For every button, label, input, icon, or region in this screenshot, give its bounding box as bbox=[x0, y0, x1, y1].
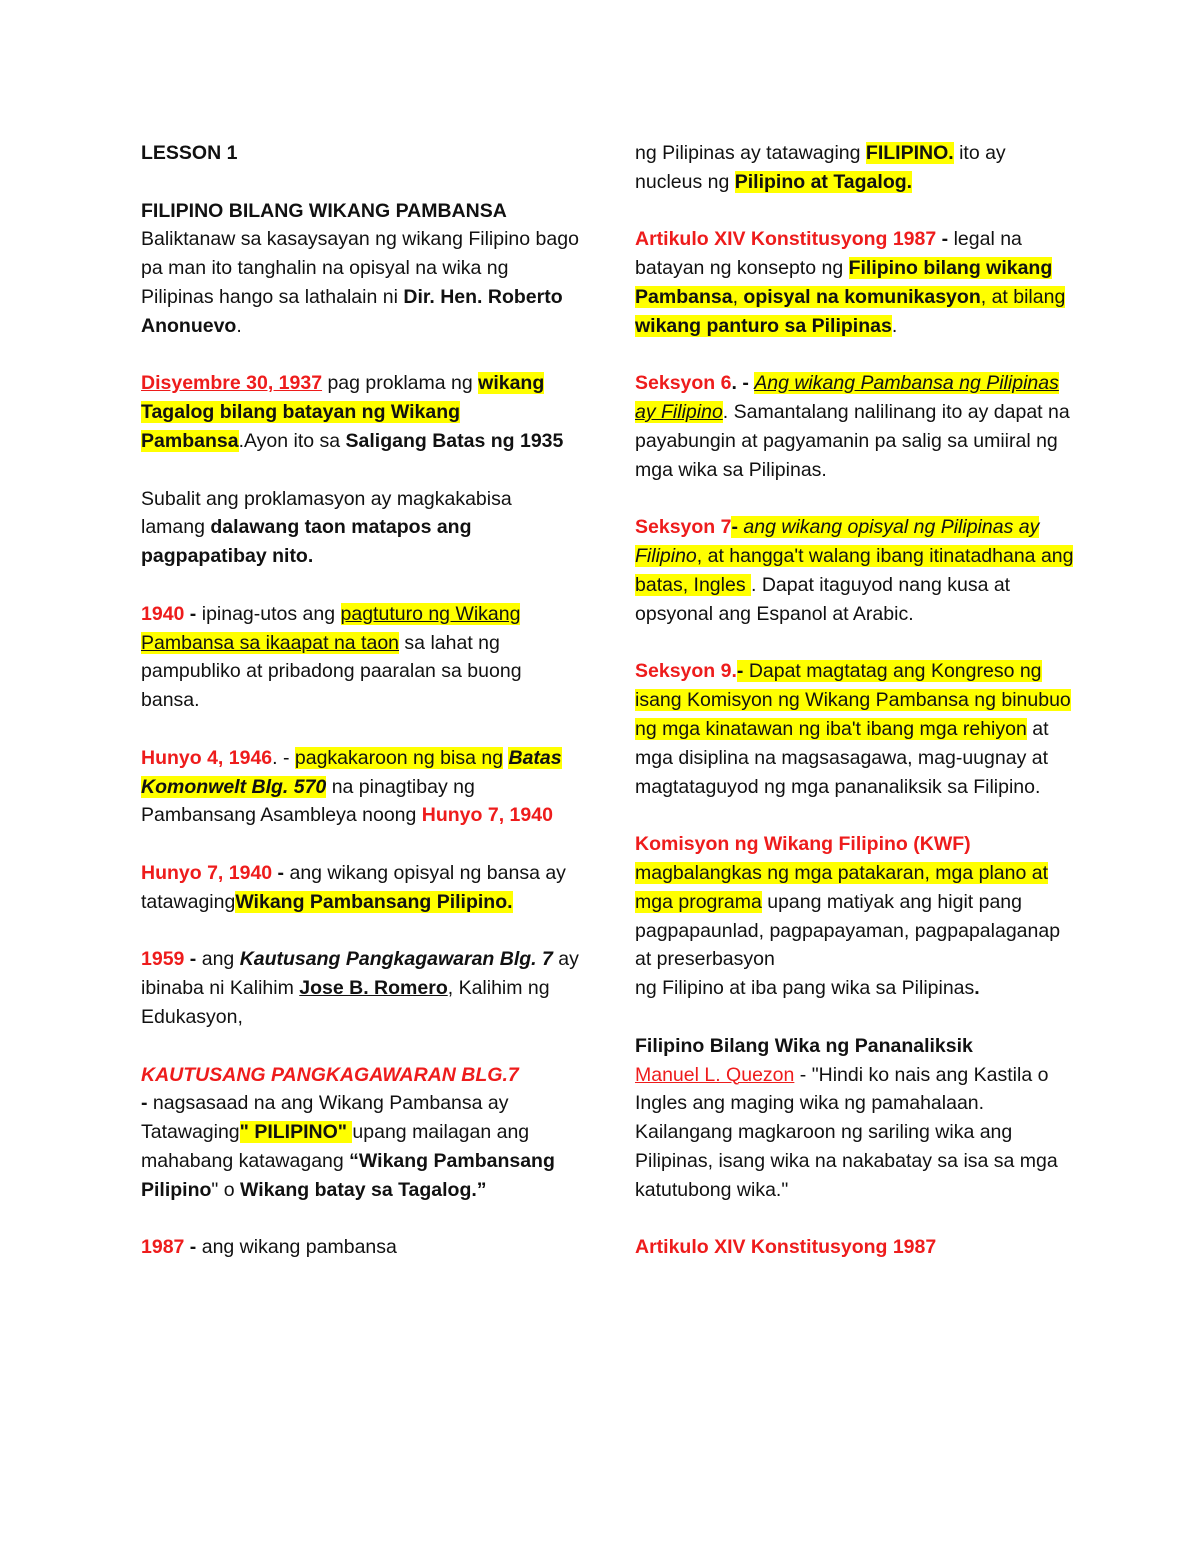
cont-d: Pilipino at Tagalog. bbox=[734, 170, 913, 193]
kautusan-dash: - bbox=[141, 1092, 153, 1115]
kwf-title: Komisyon ng Wikang Filipino (KWF) bbox=[635, 833, 971, 856]
paragraph-1940 bbox=[141, 600, 581, 715]
artikulo-g: . bbox=[891, 314, 898, 337]
paragraph-seksyon-9 bbox=[635, 657, 1075, 801]
seksyon7-c: . Dapat itaguyod nang kusa at bbox=[751, 573, 1011, 596]
hunyo4-e: na pinagtibay ng Pambansang Asambleya noong bbox=[141, 775, 475, 827]
hunyo7-a: ang wikang opisyal ng bansa ay tatawaging bbox=[141, 861, 566, 913]
seksyon9-sep: - bbox=[736, 660, 749, 683]
kautusan-e: " o bbox=[211, 1178, 241, 1201]
seksyon7-title: Seksyon 7 bbox=[635, 516, 732, 539]
intro-text: Baliktanaw sa kasaysayan ng wikang Filipino bago pa man ito tanghalin na opisyal na wika ng Pilipinas hango sa lathalain ni bbox=[141, 228, 579, 308]
paragraph-continuation bbox=[635, 139, 1075, 197]
artikulo-d: opisyal na komunikasyon bbox=[743, 285, 981, 308]
year-1987: 1987 bbox=[141, 1236, 185, 1259]
text-1940-c: sa lahat ng pampubliko at pribadong paaralan sa buong bansa. bbox=[141, 631, 522, 712]
kwf-c: ng Filipino at iba pang wika sa Pilipinas bbox=[635, 977, 975, 1000]
seksyon7-a: ang wikang opisyal ng Pilipinas ay Filipino bbox=[635, 516, 1040, 568]
paragraph-1959 bbox=[141, 945, 581, 1031]
artikulo-end-heading: Artikulo XIV Konstitusyong 1987 bbox=[635, 1236, 937, 1259]
text-1959-b: Kautusang Pangkagawaran Blg. 7 bbox=[239, 948, 553, 971]
text-1937-d: Saligang Batas ng 1935 bbox=[345, 429, 564, 452]
intro-author: Dir. Hen. Roberto Anonuevo bbox=[141, 285, 563, 337]
seksyon6-sep: . - bbox=[731, 372, 755, 395]
paragraph-artikulo bbox=[635, 225, 1075, 340]
year-1959: 1959 bbox=[141, 948, 185, 971]
date-hunyo-7: Hunyo 7, 1940 bbox=[141, 861, 273, 884]
text-1940-a: ipinag-utos ang bbox=[201, 602, 341, 625]
artikulo-dash: - bbox=[936, 228, 954, 251]
paragraph-1987 bbox=[141, 1233, 581, 1262]
main-heading: FILIPINO BILANG WIKANG PAMBANSA bbox=[141, 199, 507, 222]
seksyon6-b: . Samantalang nalilinang ito ay dapat na payabungin at pagyamanin pa salig sa umiiral ng mga wika sa Pilipinas. bbox=[635, 401, 1070, 481]
cont-a: ng Pilipinas ay tatawaging bbox=[635, 142, 866, 164]
seksyon7-sep: - bbox=[731, 516, 744, 539]
text-1987-a: ang wikang pambansa bbox=[201, 1236, 397, 1259]
dash-1987: - bbox=[184, 1236, 202, 1259]
kwf-d: . bbox=[974, 977, 980, 1000]
hunyo4-f: Hunyo 7, 1940 bbox=[421, 804, 553, 827]
paragraph-subalit bbox=[141, 485, 581, 571]
seksyon6-a: Ang wikang Pambansa ng Pilipinas ay Filipino bbox=[635, 372, 1059, 424]
artikulo-f: wikang panturo sa Pilipinas bbox=[635, 314, 892, 337]
text-1959-e: , Kalihim ng Edukasyon, bbox=[141, 977, 550, 1028]
paragraph-hunyo-7 bbox=[141, 859, 581, 917]
dash-1940: - bbox=[184, 602, 202, 625]
dash-1959: - bbox=[184, 948, 202, 971]
hunyo4-b: pagkakaroon ng bisa ng bbox=[294, 746, 504, 769]
kautusan-f: Wikang batay sa Tagalog.” bbox=[240, 1178, 487, 1201]
intro-paragraph bbox=[141, 197, 581, 341]
hunyo4-d: Batas Komonwelt Blg. 570 bbox=[141, 746, 562, 798]
artikulo-title: Artikulo XIV Konstitusyong 1987 bbox=[635, 228, 937, 251]
kautusan-title: KAUTUSANG PANGKAGAWARAN BLG.7 bbox=[141, 1063, 519, 1086]
text-1959-c: ay ibinaba ni Kalihim bbox=[141, 948, 579, 1000]
text-1959-d: Jose B. Romero bbox=[299, 977, 448, 1000]
artikulo-c: , bbox=[732, 285, 744, 308]
pananaliksik-dash: - bbox=[794, 1063, 812, 1086]
paragraph-pananaliksik bbox=[635, 1032, 1075, 1205]
subalit-a: Subalit ang proklamasyon ay magkakabisa lamang bbox=[141, 487, 512, 539]
seksyon9-a: Dapat magtatag ang Kongreso ng isang Komisyon ng Wikang Pambansa ng binubuo ng mga kinatawan ng iba't ibang mga rehiyon bbox=[635, 660, 1071, 740]
kautusan-d: “Wikang Pambansang Pilipino bbox=[141, 1149, 555, 1201]
artikulo-e: , at bilang bbox=[980, 285, 1066, 308]
text-1959-a: ang bbox=[201, 948, 240, 971]
artikulo-b: Filipino bilang wikang Pambansa bbox=[635, 257, 1053, 308]
kautusan-c: upang mailagan ang mahabang katawagang bbox=[141, 1121, 530, 1172]
hunyo4-a: . - bbox=[272, 746, 295, 769]
artikulo-a: legal na batayan ng konsepto ng bbox=[635, 228, 1022, 280]
right-column bbox=[635, 139, 1075, 1262]
year-1940: 1940 bbox=[141, 602, 185, 625]
kautusan-b: " PILIPINO" bbox=[239, 1121, 353, 1144]
cont-b: FILIPINO. bbox=[865, 142, 954, 164]
date-1937: Disyembre 30, 1937 bbox=[141, 372, 323, 395]
paragraph-1937 bbox=[141, 369, 581, 455]
text-1937-b: wikang Tagalog bilang batayan ng Wikang Pambansa bbox=[141, 372, 545, 452]
text-1937-c: .Ayon ito sa bbox=[238, 429, 346, 452]
text-1937-a: pag proklama ng bbox=[322, 372, 479, 395]
dash-hunyo-7: - bbox=[272, 861, 290, 884]
seksyon9-title: Seksyon 9. bbox=[635, 660, 737, 683]
kwf-b: upang matiyak ang higit pang pagpapaunlad, pagpapayaman, pagpapalaganap at preserbasyon bbox=[635, 890, 1061, 971]
seksyon6-title: Seksyon 6 bbox=[635, 372, 732, 395]
paragraph-hunyo-4 bbox=[141, 744, 581, 830]
seksyon7-b: , at hangga't walang ibang itinatadhana ang batas, Ingles bbox=[635, 545, 1074, 596]
paragraph-seksyon-6 bbox=[635, 369, 1075, 484]
quezon-name: Manuel L. Quezon bbox=[635, 1063, 795, 1086]
seksyon7-d: opsyonal ang Espanol at Arabic. bbox=[635, 602, 914, 625]
left-column bbox=[141, 139, 581, 1262]
cont-c: ito ay nucleus ng bbox=[635, 142, 1006, 193]
text-1940-b: pagtuturo ng Wikang Pambansa sa ikaapat na taon bbox=[141, 602, 521, 654]
hunyo7-b: Wikang Pambansang Pilipino. bbox=[235, 890, 513, 913]
date-hunyo-4: Hunyo 4, 1946 bbox=[141, 746, 273, 769]
seksyon9-b: at mga disiplina na magsasagawa, mag-uugnay at magtataguyod ng mga pananaliksik sa Filipino. bbox=[635, 717, 1049, 798]
pananaliksik-title: Filipino Bilang Wika ng Pananaliksik bbox=[635, 1034, 973, 1057]
paragraph-kwf bbox=[635, 830, 1075, 1003]
subalit-b: dalawang taon matapos ang pagpapatibay nito. bbox=[141, 516, 472, 568]
paragraph-seksyon-7 bbox=[635, 513, 1075, 628]
quezon-quote: "Hindi ko nais ang Kastila o Ingles ang maging wika ng pamahalaan. Kailangang magkaroon ng sariling wika ang Pilipinas, isang wika na nakabatay sa isa sa mga katutubong wika." bbox=[635, 1063, 1058, 1201]
lesson-title: LESSON 1 bbox=[141, 142, 238, 164]
paragraph-kautusan bbox=[141, 1061, 581, 1205]
intro-end: . bbox=[236, 314, 242, 337]
kautusan-a: nagsasaad na ang Wikang Pambansa ay Tatawaging bbox=[141, 1092, 509, 1144]
kwf-a: magbalangkas ng mga patakaran, mga plano at mga programa bbox=[635, 861, 1049, 913]
